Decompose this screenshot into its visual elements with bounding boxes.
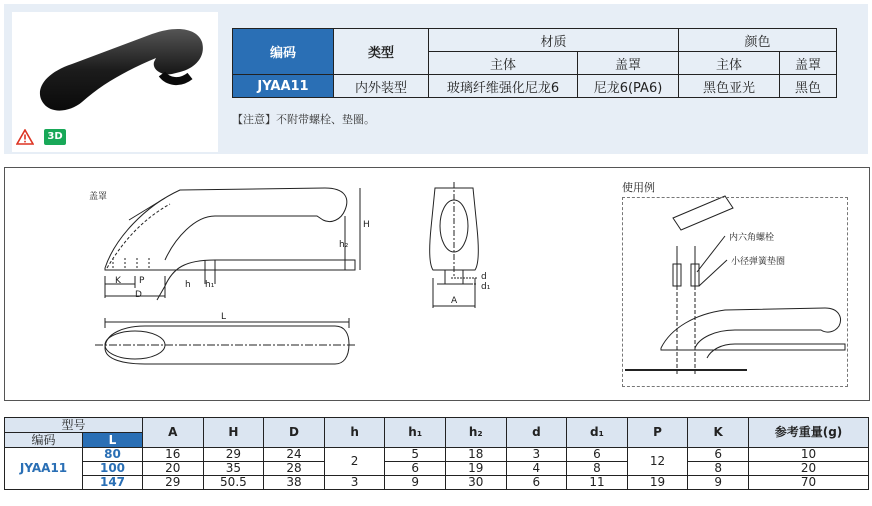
- dims-header-A: A: [143, 418, 204, 448]
- spec-header-type: 类型: [334, 29, 429, 75]
- label-L: L: [221, 312, 227, 322]
- cell-weight: 20: [749, 462, 869, 476]
- spec-material-body: 玻璃纤维强化尼龙6: [429, 75, 578, 98]
- cell-A: 20: [143, 462, 204, 476]
- cell-L: 100: [83, 462, 143, 476]
- label-d: d: [481, 272, 487, 282]
- cell-P: 19: [627, 476, 688, 490]
- cell-D: 38: [264, 476, 325, 490]
- cell-d: 6: [506, 476, 567, 490]
- dims-header-h1: h₁: [385, 418, 446, 448]
- label-h2: h₂: [339, 240, 349, 250]
- cell-D: 24: [264, 448, 325, 462]
- spec-header-material-cover: 盖罩: [578, 52, 679, 75]
- usage-example-frame: [622, 197, 848, 387]
- dims-header-weight: 参考重量(g): [749, 418, 869, 448]
- cell-weight: 10: [749, 448, 869, 462]
- label-d1: d₁: [481, 282, 491, 292]
- table-row: [5, 462, 869, 476]
- cell-h2: 18: [445, 448, 506, 462]
- dims-header-h2: h₂: [445, 418, 506, 448]
- dims-header-P: P: [627, 418, 688, 448]
- dims-header-L: L: [83, 433, 143, 448]
- dims-header-d1: d₁: [567, 418, 628, 448]
- cell-L: 147: [83, 476, 143, 490]
- spec-header-material: 材质: [429, 29, 679, 52]
- cell-h1: 6: [385, 462, 446, 476]
- spec-table: [232, 28, 837, 98]
- dims-header-H: H: [203, 418, 264, 448]
- cell-h2: 30: [445, 476, 506, 490]
- label-washer: 小径弹簧垫圈: [731, 257, 786, 267]
- cell-d1: 6: [567, 448, 628, 462]
- dims-header-D: D: [264, 418, 325, 448]
- table-row: [5, 476, 869, 490]
- usage-title: 使用例: [622, 181, 655, 194]
- cell-L: 80: [83, 448, 143, 462]
- cell-h2: 19: [445, 462, 506, 476]
- 3d-badge[interactable]: 3D: [44, 129, 66, 145]
- cell-D: 28: [264, 462, 325, 476]
- cell-weight: 70: [749, 476, 869, 490]
- note-text: 【注意】不附带螺栓、垫圈。: [232, 113, 375, 126]
- cell-h: 3: [324, 476, 385, 490]
- dims-code: JYAA11: [5, 448, 83, 490]
- label-A: A: [451, 296, 458, 306]
- cell-h1: 5: [385, 448, 446, 462]
- dims-header-h: h: [324, 418, 385, 448]
- dims-header-code: 编码: [5, 433, 83, 448]
- spec-header-code: 编码: [233, 29, 334, 75]
- spec-code: JYAA11: [233, 75, 334, 98]
- dims-header-model: 型号: [5, 418, 143, 433]
- cell-K: 6: [688, 448, 749, 462]
- cell-h: 2: [324, 448, 385, 476]
- warning-icon: [16, 129, 34, 145]
- cell-h1: 9: [385, 476, 446, 490]
- cell-d: 4: [506, 462, 567, 476]
- spec-material-cover: 尼龙6(PA6): [578, 75, 679, 98]
- cell-H: 35: [203, 462, 264, 476]
- spec-header-material-body: 主体: [429, 52, 578, 75]
- product-photo: [12, 12, 218, 152]
- label-cover: 盖罩: [89, 192, 108, 202]
- cell-H: 29: [203, 448, 264, 462]
- cell-P: 12: [627, 448, 688, 476]
- spec-type: 内外装型: [334, 75, 429, 98]
- spec-color-cover: 黑色: [780, 75, 837, 98]
- cell-K: 8: [688, 462, 749, 476]
- table-row: [5, 448, 869, 462]
- dims-header-d: d: [506, 418, 567, 448]
- label-D: D: [135, 290, 142, 300]
- spec-header-color-body: 主体: [679, 52, 780, 75]
- cell-d: 3: [506, 448, 567, 462]
- cell-d1: 8: [567, 462, 628, 476]
- spec-color-body: 黑色亚光: [679, 75, 780, 98]
- handle-photo: [12, 12, 218, 152]
- spec-header-color-cover: 盖罩: [780, 52, 837, 75]
- cell-K: 9: [688, 476, 749, 490]
- cell-A: 16: [143, 448, 204, 462]
- label-bolt: 内六角螺栓: [729, 233, 775, 243]
- label-K: K: [115, 276, 121, 286]
- label-h1: h₁: [205, 280, 215, 290]
- dims-header-K: K: [688, 418, 749, 448]
- label-h: h: [185, 280, 191, 290]
- cell-H: 50.5: [203, 476, 264, 490]
- dimensions-table: [4, 417, 869, 490]
- spec-header-color: 颜色: [679, 29, 837, 52]
- cell-d1: 11: [567, 476, 628, 490]
- label-H: H: [363, 220, 370, 230]
- label-P: P: [139, 276, 145, 286]
- cell-A: 29: [143, 476, 204, 490]
